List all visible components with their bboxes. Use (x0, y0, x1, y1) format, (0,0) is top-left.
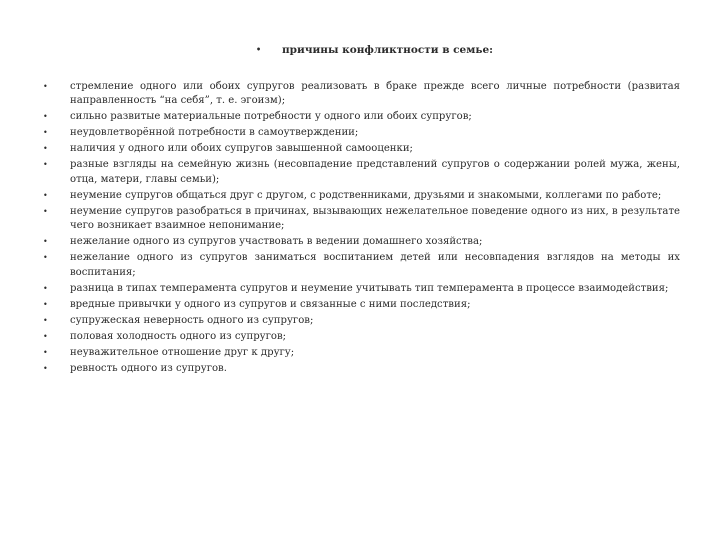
list-item (40, 189, 680, 203)
list-item (40, 282, 680, 296)
title-bullet: • (256, 44, 262, 54)
list-item (40, 205, 680, 234)
bullet-icon: • (43, 144, 48, 154)
list-item-text: нежелание одного из супругов заниматься воспитанием детей или несовпадения взглядов на методы их воспитания; (70, 252, 680, 278)
list-item-text: нежелание одного из супругов участвовать в ведении домашнего хозяйства; (70, 236, 483, 248)
bullet-icon: • (43, 206, 48, 216)
list-item (40, 235, 680, 249)
bullet-icon: • (43, 190, 48, 200)
list-item (40, 126, 680, 140)
list-item-text: разные взгляды на семейную жизнь (несовпадение представлений супругов о содержании ролей мужа, жены, отца, матери, главы семьи); (70, 159, 680, 185)
bullet-icon: • (43, 363, 48, 373)
bullet-icon: • (43, 112, 48, 122)
list-item-text: стремление одного или обоих супругов реализовать в браке прежде всего личные потребности (развитая направленность “на себя”, т. е. эгоизм); (70, 81, 680, 107)
list-item (40, 346, 680, 360)
list-item (40, 80, 680, 109)
bullet-icon: • (43, 299, 48, 309)
causes-list (40, 80, 680, 378)
list-item-text: неумение супругов общаться друг с другом, с родственниками, друзьями и знакомыми, коллегами по работе; (70, 189, 662, 201)
list-item (40, 142, 680, 156)
bullet-icon: • (43, 253, 48, 263)
list-item-text: вредные привычки у одного из супругов и связанные с ними последствия; (70, 298, 471, 310)
bullet-icon: • (43, 347, 48, 357)
bullet-icon: • (43, 128, 48, 138)
list-item-text: половая холодность одного из супругов; (70, 330, 287, 342)
bullet-icon: • (43, 237, 48, 247)
list-item (40, 362, 680, 376)
bullet-icon: • (43, 331, 48, 341)
list-item-text: неуважительное отношение друг к другу; (70, 346, 295, 358)
bullet-icon: • (43, 82, 48, 91)
list-item-text: ревность одного из супругов. (70, 362, 227, 374)
list-item (40, 298, 680, 312)
list-item (40, 330, 680, 344)
list-item-text: разница в типах темперамента супругов и неумение учитывать тип темперамента в процессе взаимодействия; (70, 282, 669, 294)
bullet-icon: • (43, 160, 48, 170)
list-item-text: супружеская неверность одного из супругов; (70, 314, 314, 326)
list-item (40, 110, 680, 124)
list-item (40, 158, 680, 187)
bullet-icon: • (43, 315, 48, 325)
bullet-icon: • (43, 283, 48, 293)
list-item (40, 251, 680, 280)
list-item-text: наличия у одного или обоих супругов завышенной самооценки; (70, 143, 413, 155)
list-item-text: неудовлетворённой потребности в самоутверждении; (70, 127, 359, 139)
list-item-text: сильно развитые материальные потребности у одного или обоих супругов; (70, 111, 472, 123)
list-item (40, 314, 680, 328)
list-item-text: неумение супругов разобраться в причинах, вызывающих нежелательное поведение одного из них, в результате чего возникает взаимное непонимание; (70, 205, 680, 232)
slide-title (256, 44, 493, 56)
title-text: причины конфликтности в семье: (282, 44, 494, 56)
